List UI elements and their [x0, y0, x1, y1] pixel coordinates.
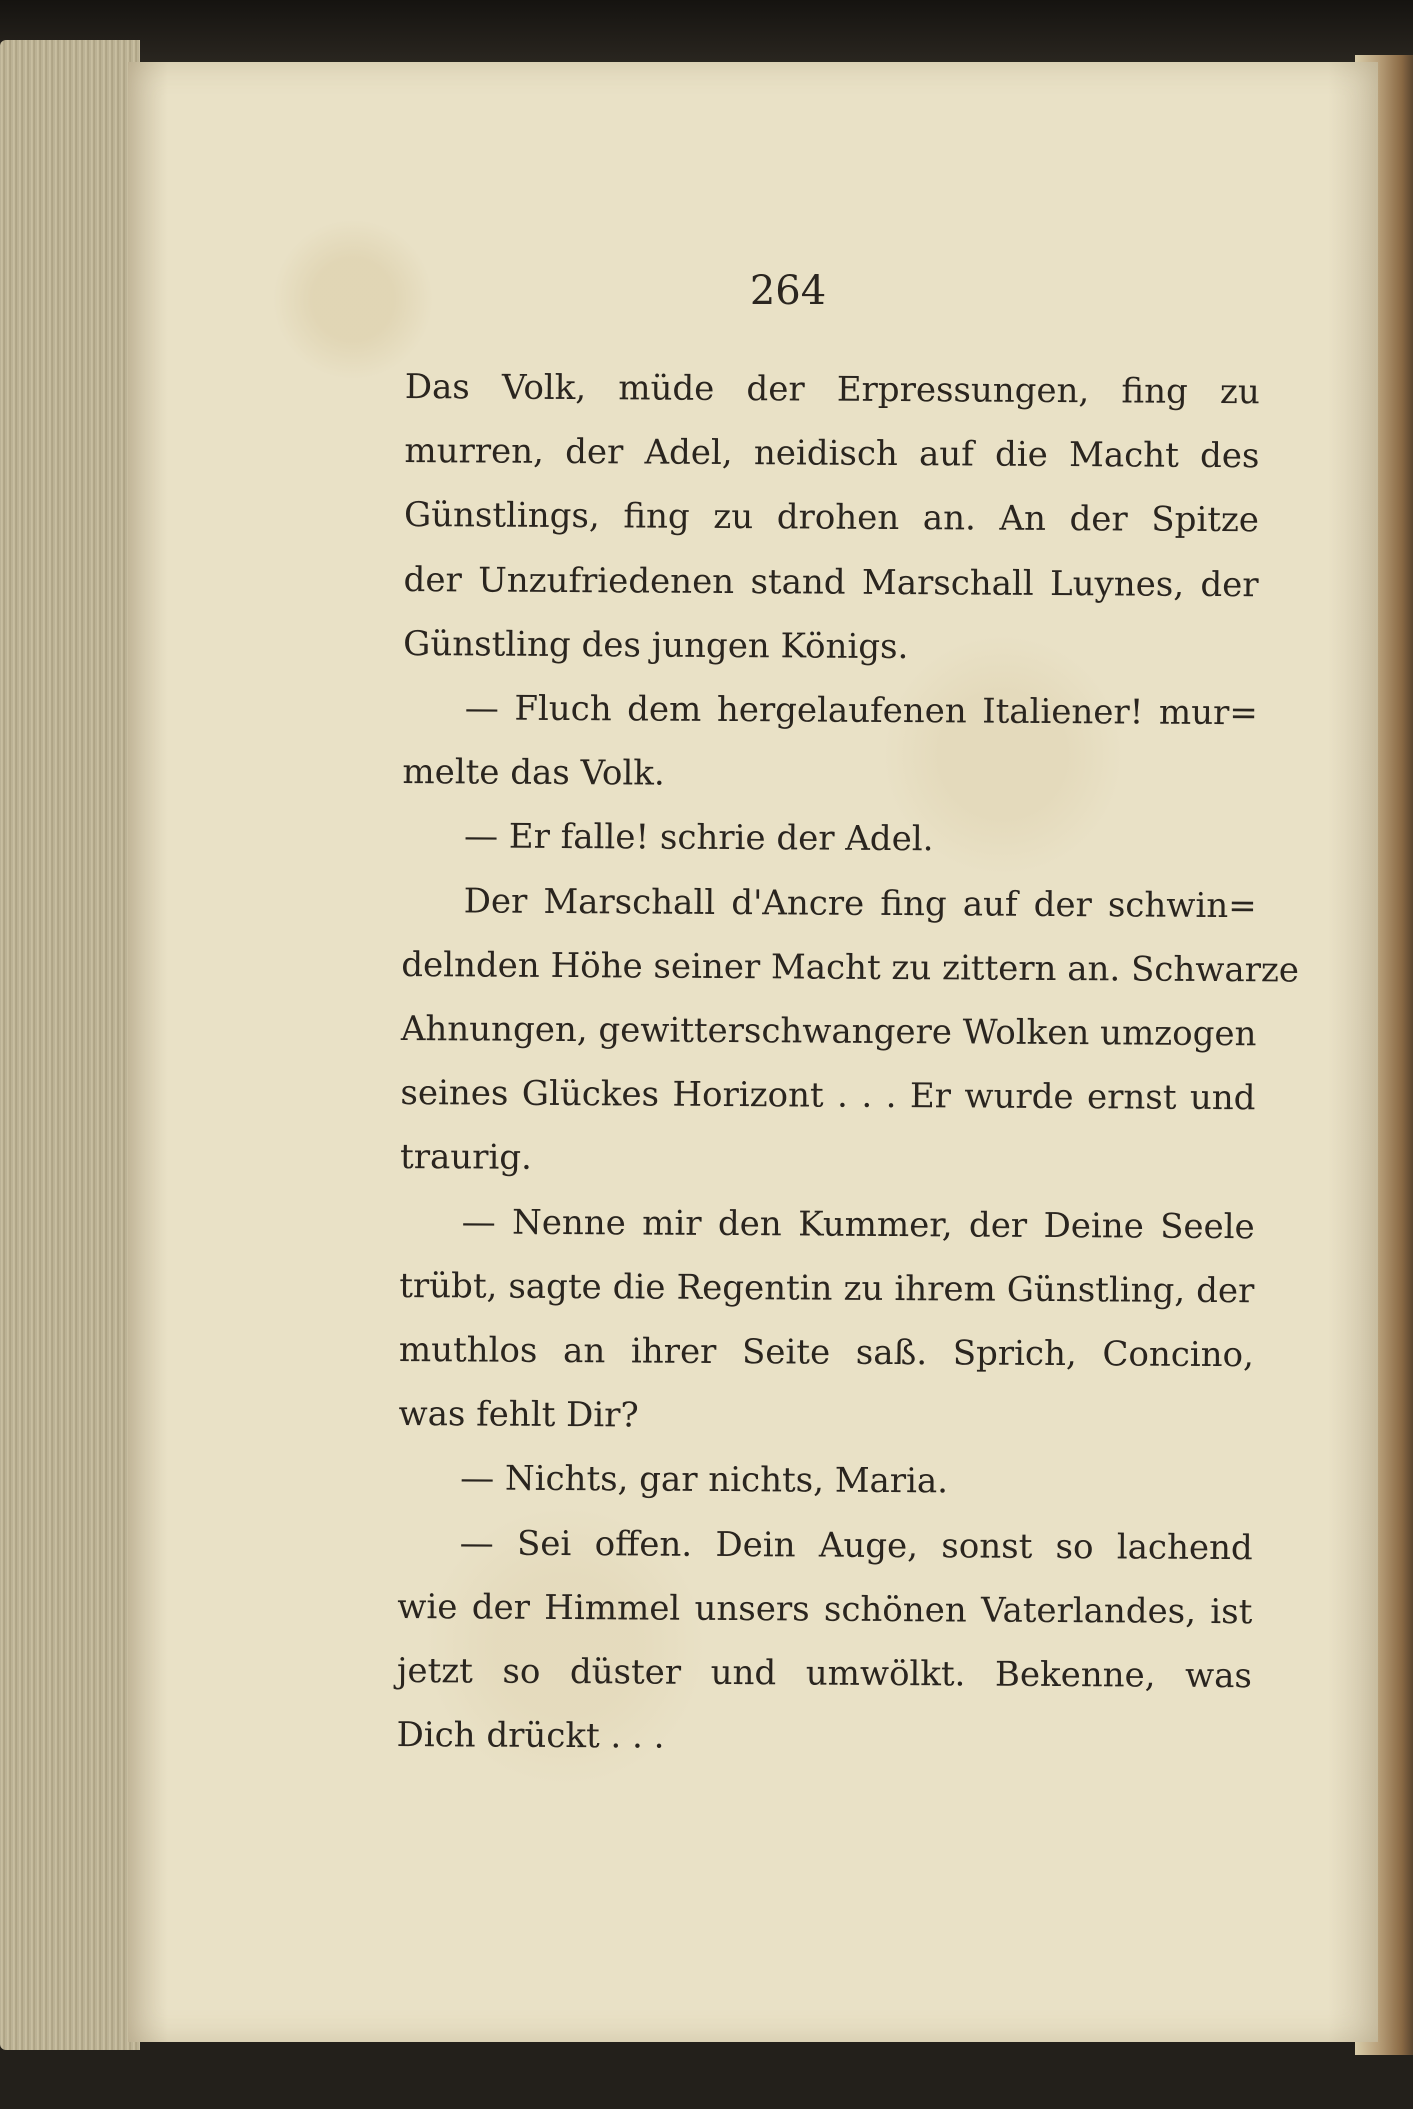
text-line: Dich drückt . . . [396, 1715, 665, 1757]
text-line: — Sei offen. Dein Auge, sonst so lachend [459, 1523, 1253, 1568]
text-line: was fehlt Dir? [398, 1394, 639, 1436]
text-line: — Nenne mir den Kummer, der Deine Seele [461, 1202, 1255, 1247]
body-text [396, 355, 1300, 1773]
text-line: Der Marschall d'Ancre fing auf der schwin= [463, 880, 1257, 926]
text-line: der Unzufriedenen stand Marschall Luynes, der [403, 559, 1259, 605]
text-line: traurig. [399, 1137, 533, 1179]
text-line: melte das Volk. [402, 752, 665, 794]
text-line: muthlos an ihrer Seite saß. Sprich, Concino, [398, 1330, 1255, 1376]
page-number: 264 [749, 268, 827, 314]
book-page-edges [0, 40, 140, 2050]
text-line: jetzt so düster und umwölkt. Bekenne, was [396, 1651, 1253, 1697]
text-line: delnden Höhe seiner Macht zu zittern an. Schwarze [401, 944, 1300, 991]
text-line: wie der Himmel unsers schönen Vaterlandes, ist [397, 1586, 1253, 1633]
text-line: — Er falle! schrie der Adel. [463, 816, 934, 860]
text-line: murren, der Adel, neidisch auf die Macht des [404, 431, 1260, 477]
text-line: Günstling des jungen Königs. [403, 623, 909, 667]
text-line: — Fluch dem hergelaufenen Italiener! mur= [464, 688, 1258, 734]
text-line: Ahnungen, gewitterschwangere Wolken umzogen [400, 1009, 1257, 1055]
text-line: Günstlings, fing zu drohen an. An der Spitze [403, 495, 1260, 541]
text-line: — Nichts, gar nichts, Maria. [460, 1458, 949, 1502]
background-top [0, 0, 1413, 70]
text-line: trübt, sagte die Regentin zu ihrem Günstling, der [399, 1265, 1255, 1312]
text-line: seines Glückes Horizont . . . Er wurde ernst und [400, 1073, 1256, 1119]
text-line: Das Volk, müde der Erpressungen, fing zu [404, 366, 1260, 413]
